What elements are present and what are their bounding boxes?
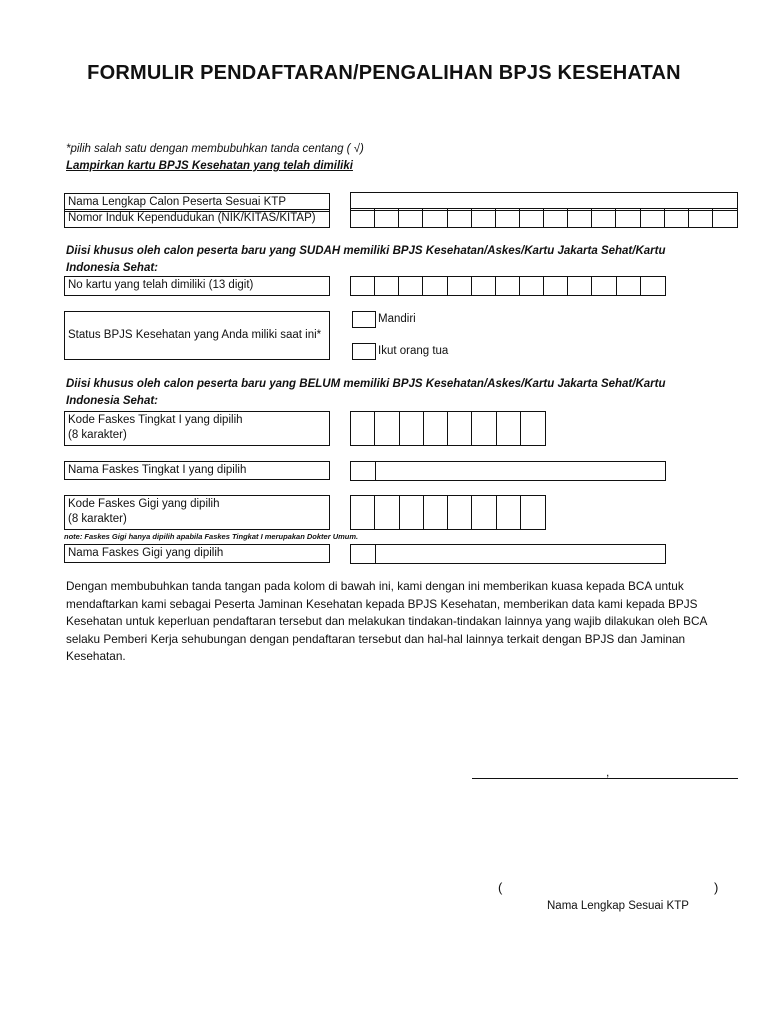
consent-paragraph: Dengan membubuhkan tanda tangan pada kolom di bawah ini, kami dengan ini memberikan kuasa kepada BCA untuk mendaftarkan kami sebagai Peserta Jaminan Kesehatan kepada BPJS Kesehatan, memberikan data kami kepada BPJS Kesehatan untuk keperluan pendaftaran tersebut dan melakukan tindakan-tindakan lainnya yang wajib dilakukan oleh BCA selaku Pemberi Kerja sehubungan dengan pendaftaran tersebut dan hal-hal lainnya terkait dengan BPJS dan Jaminan Kesehatan. [66,579,707,663]
char-box[interactable] [472,277,496,295]
char-box[interactable] [351,496,375,529]
faskes1-code-input-grid[interactable] [350,411,546,446]
char-box[interactable] [497,496,521,529]
char-box[interactable] [376,462,665,480]
char-box[interactable] [423,277,447,295]
char-box[interactable] [351,462,376,480]
mandiri-checkbox[interactable] [352,311,376,328]
faskes1-name-input[interactable] [350,461,666,481]
char-box[interactable] [472,496,496,529]
dental-note: note: Faskes Gigi hanya dipilih apabila Faskes Tingkat I merupakan Dokter Umum. [64,532,359,541]
char-box[interactable] [375,496,399,529]
char-box[interactable] [592,277,616,295]
section-existing-line1: Diisi khusus oleh calon peserta baru yang SUDAH memiliki BPJS Kesehatan/Askes/Kartu Jakarta Sehat/Kartu [66,245,666,257]
dental-name-label: Nama Faskes Gigi yang dipilih [64,544,330,563]
char-box[interactable] [399,277,423,295]
char-box[interactable] [521,412,545,445]
char-box[interactable] [544,209,568,227]
char-box[interactable] [497,412,521,445]
status-label-box [64,311,330,360]
section-existing-line2: Indonesia Sehat: [66,262,159,274]
char-box[interactable] [544,277,568,295]
char-box[interactable] [472,209,496,227]
char-box[interactable] [351,277,375,295]
char-box[interactable] [448,209,472,227]
char-box[interactable] [400,412,424,445]
dental-code-label-box [64,495,330,530]
char-box[interactable] [641,209,665,227]
section-new-line1: Diisi khusus oleh calon peserta baru yang BELUM memiliki BPJS Kesehatan/Askes/Kartu Jakarta Sehat/Kartu [66,378,666,390]
faskes1-code-sublabel: (8 karakter) [68,429,127,441]
char-box[interactable] [424,496,448,529]
attachment-note: Lampirkan kartu BPJS Kesehatan yang telah dimiliki [66,160,353,172]
signature-comma: , [606,765,610,779]
char-box[interactable] [351,412,375,445]
dental-code-sublabel: (8 karakter) [68,513,127,525]
signature-open-paren: ( [498,880,503,895]
char-box[interactable] [376,545,665,563]
char-box[interactable] [351,209,375,227]
status-label: Status BPJS Kesehatan yang Anda miliki saat ini* [68,329,322,341]
mandiri-label: Mandiri [378,313,416,325]
signature-line[interactable] [472,778,738,779]
nik-input-grid[interactable] [350,208,738,228]
char-box[interactable] [448,277,472,295]
ikut-orang-tua-checkbox[interactable] [352,343,376,360]
char-box[interactable] [689,209,713,227]
instruction-note: *pilih salah satu dengan membubuhkan tanda centang ( √) [66,143,364,155]
full-name-label: Nama Lengkap Calon Peserta Sesuai KTP [64,193,330,212]
faskes1-name-label: Nama Faskes Tingkat I yang dipilih [64,461,330,480]
char-box[interactable] [520,277,544,295]
char-box[interactable] [592,209,616,227]
char-box[interactable] [448,412,472,445]
char-box[interactable] [375,412,399,445]
char-box[interactable] [448,496,472,529]
char-box[interactable] [641,277,665,295]
char-box[interactable] [375,277,399,295]
char-box[interactable] [665,209,689,227]
char-box[interactable] [616,209,640,227]
signature-close-paren: ) [714,880,719,895]
char-box[interactable] [617,277,641,295]
card-number-input-grid[interactable] [350,276,666,296]
dental-code-label: Kode Faskes Gigi yang dipilih [68,498,220,510]
char-box[interactable] [351,545,376,563]
ikut-orang-tua-label: Ikut orang tua [378,345,449,357]
char-box[interactable] [520,209,544,227]
faskes1-code-label-box [64,411,330,446]
char-box[interactable] [375,209,399,227]
char-box[interactable] [472,412,496,445]
char-box[interactable] [713,209,737,227]
char-box[interactable] [423,209,447,227]
dental-code-input-grid[interactable] [350,495,546,530]
char-box[interactable] [424,412,448,445]
char-box[interactable] [496,277,520,295]
signature-caption: Nama Lengkap Sesuai KTP [547,900,689,912]
char-box[interactable] [568,209,592,227]
char-box[interactable] [496,209,520,227]
nik-label: Nomor Induk Kependudukan (NIK/KITAS/KITAP) [64,209,330,228]
char-box[interactable] [568,277,592,295]
char-box[interactable] [400,496,424,529]
section-new-line2: Indonesia Sehat: [66,395,159,407]
form-title: FORMULIR PENDAFTARAN/PENGALIHAN BPJS KESEHATAN [87,62,681,84]
card-number-label: No kartu yang telah dimiliki (13 digit) [64,276,330,296]
faskes1-code-label: Kode Faskes Tingkat I yang dipilih [68,414,243,426]
dental-name-input[interactable] [350,544,666,564]
char-box[interactable] [399,209,423,227]
char-box[interactable] [521,496,545,529]
